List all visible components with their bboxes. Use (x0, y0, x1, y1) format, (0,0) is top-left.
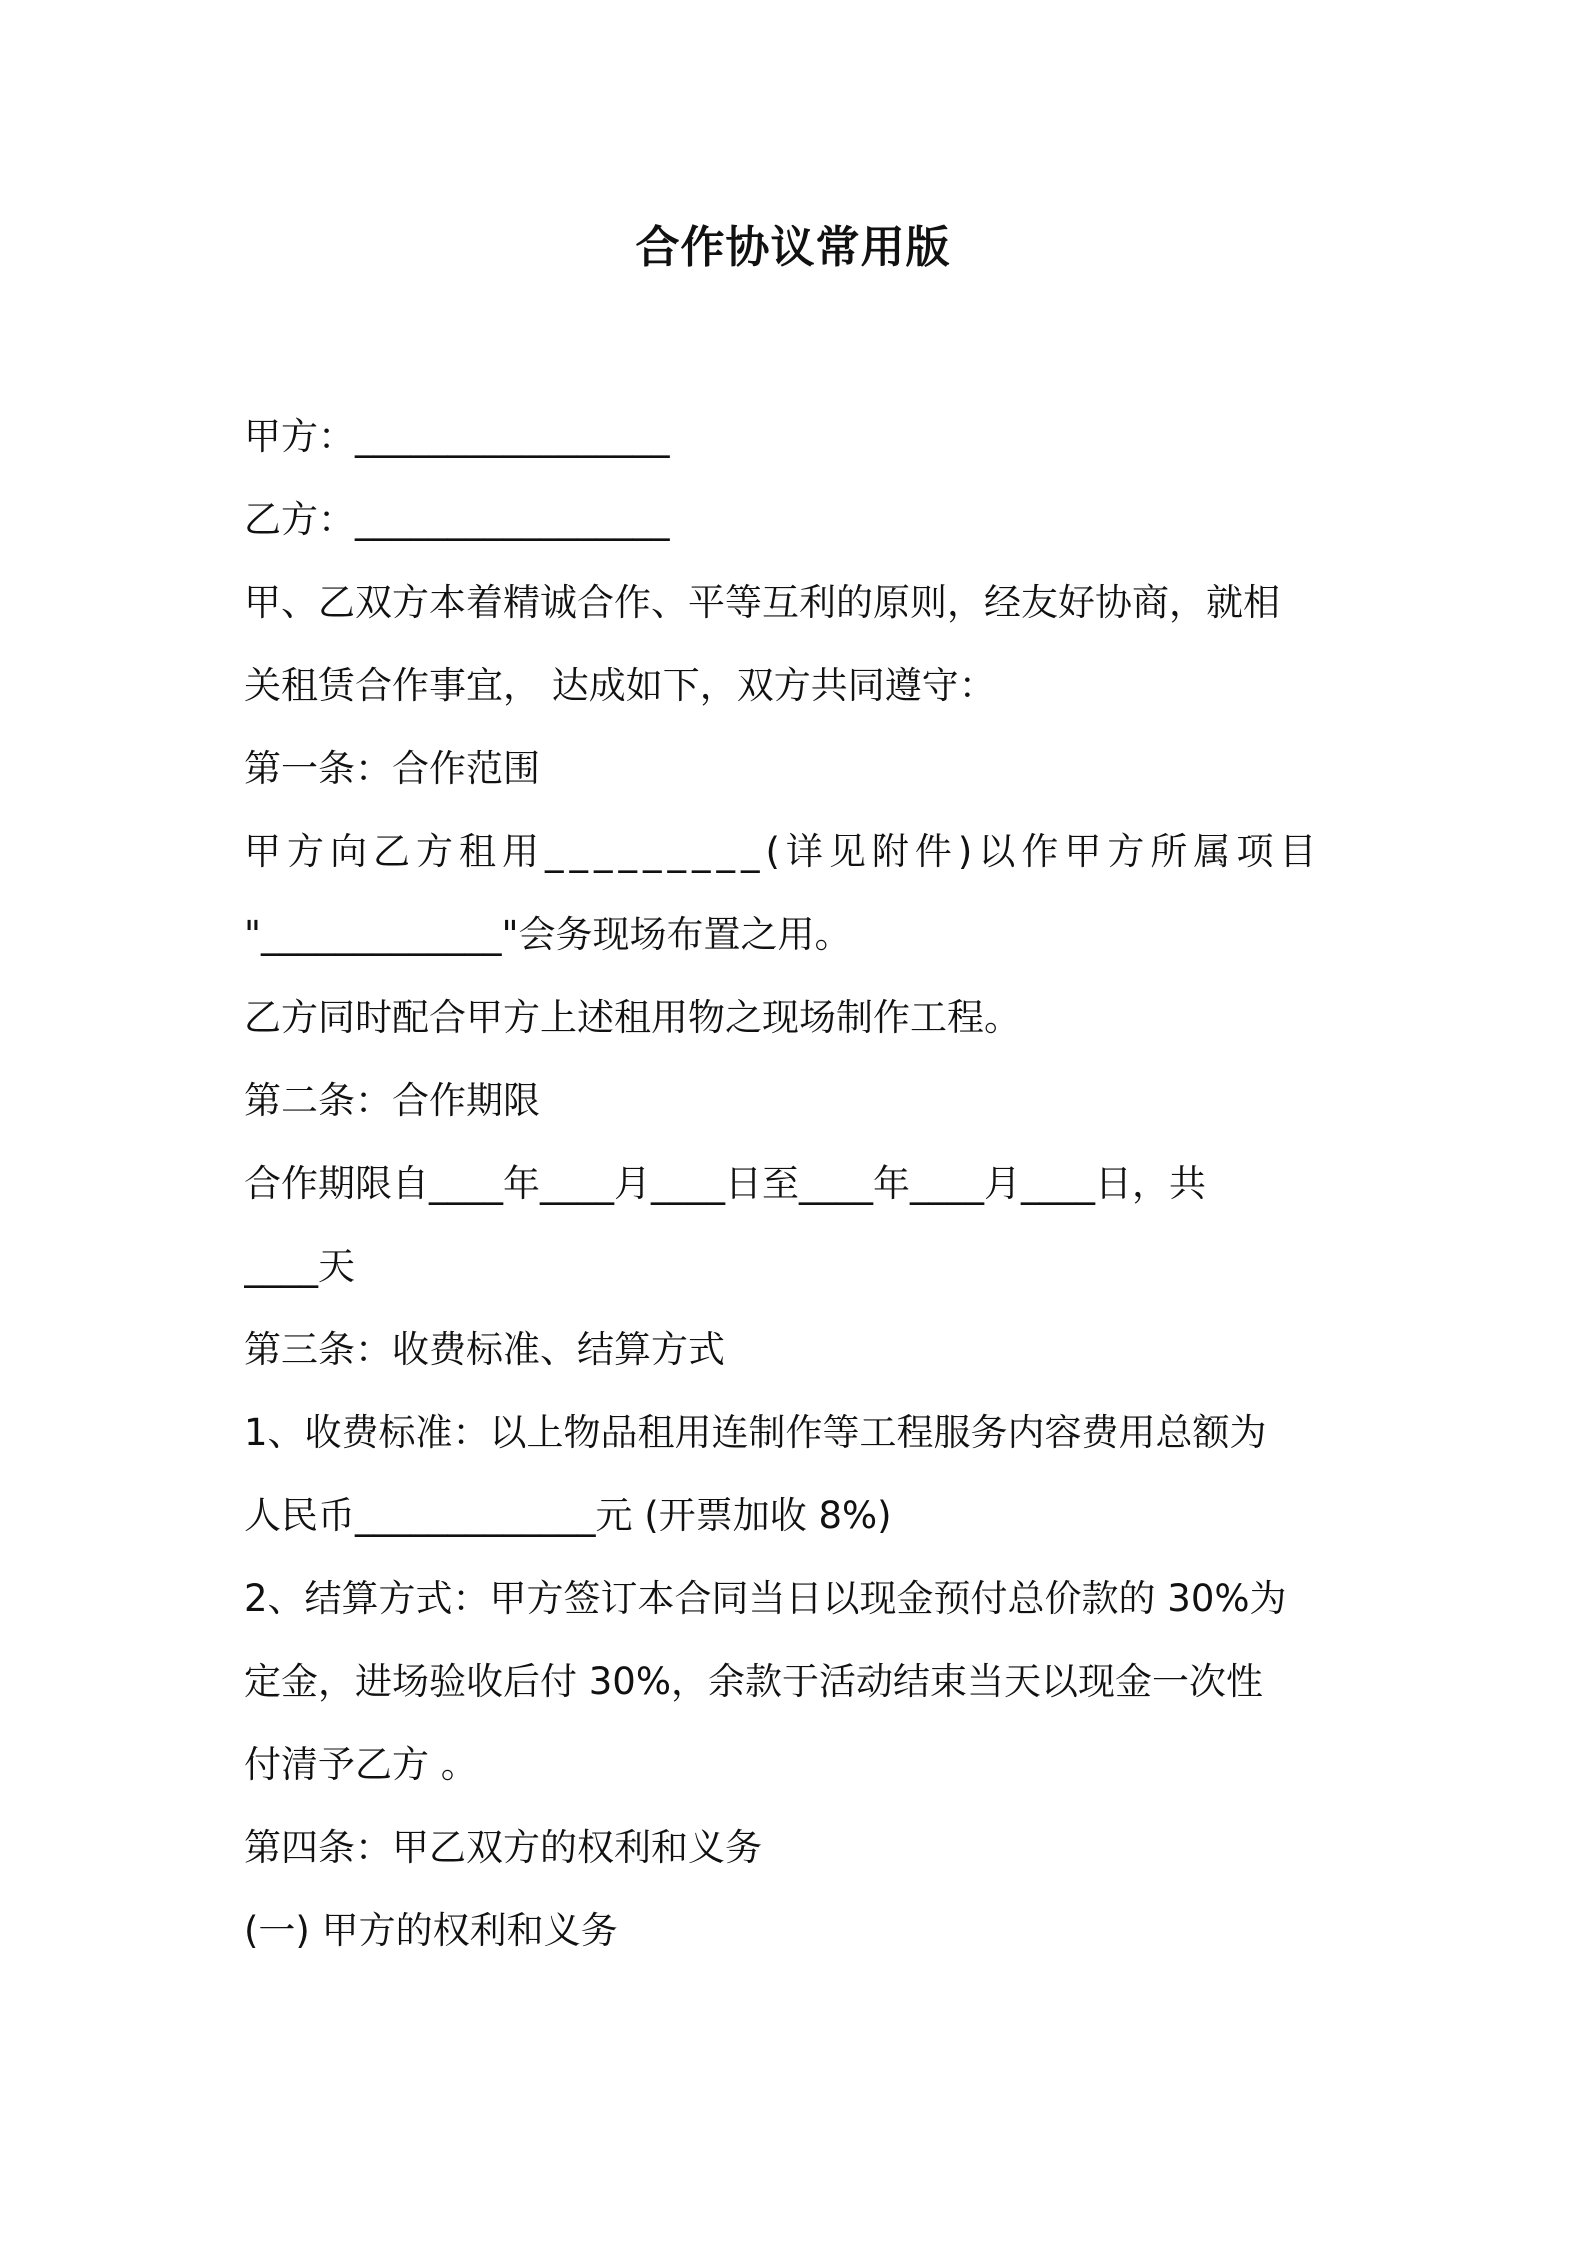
settlement-line-1: 2、结算方式：甲方签订本合同当日以现金预付总价款的 30%为 (244, 1577, 1287, 1620)
article-2-heading: 第二条：合作期限 (244, 1079, 540, 1122)
article-1-text-1: 甲方向乙方租用_________(详见附件)以作甲方所属项目 (244, 830, 1323, 873)
preamble-line-1: 甲、乙双方本着精诚合作、平等互利的原则，经友好协商，就相 (244, 581, 1280, 624)
party-a-rights-heading: (一) 甲方的权利和义务 (244, 1909, 618, 1952)
party-a-line: 甲方：_________________ (244, 415, 670, 458)
settlement-line-3: 付清予乙方 。 (244, 1743, 478, 1786)
party-b-line: 乙方：_________________ (244, 498, 670, 541)
document-body (244, 395, 1354, 1972)
document-title: 合作协议常用版 (635, 222, 951, 273)
preamble-line-2: 关租赁合作事宜， 达成如下，双方共同遵守： (244, 664, 996, 707)
article-2-text-2: ____天 (244, 1245, 355, 1288)
fee-standard-line-1: 1、收费标准：以上物品租用连制作等工程服务内容费用总额为 (244, 1411, 1267, 1454)
settlement-line-2: 定金，进场验收后付 30%，余款于活动结束当天以现金一次性 (244, 1660, 1263, 1703)
article-3-heading: 第三条：收费标准、结算方式 (244, 1328, 725, 1371)
article-4-heading: 第四条：甲乙双方的权利和义务 (244, 1826, 762, 1869)
article-1-heading: 第一条：合作范围 (244, 747, 540, 790)
article-2-text-1: 合作期限自____年____月____日至____年____月____日，共 (244, 1162, 1206, 1205)
fee-standard-line-2: 人民币_____________元 (开票加收 8%) (244, 1494, 892, 1537)
article-1-text-2: "_____________"会务现场布置之用。 (244, 913, 852, 956)
article-1-text-3: 乙方同时配合甲方上述租用物之现场制作工程。 (244, 996, 1021, 1039)
